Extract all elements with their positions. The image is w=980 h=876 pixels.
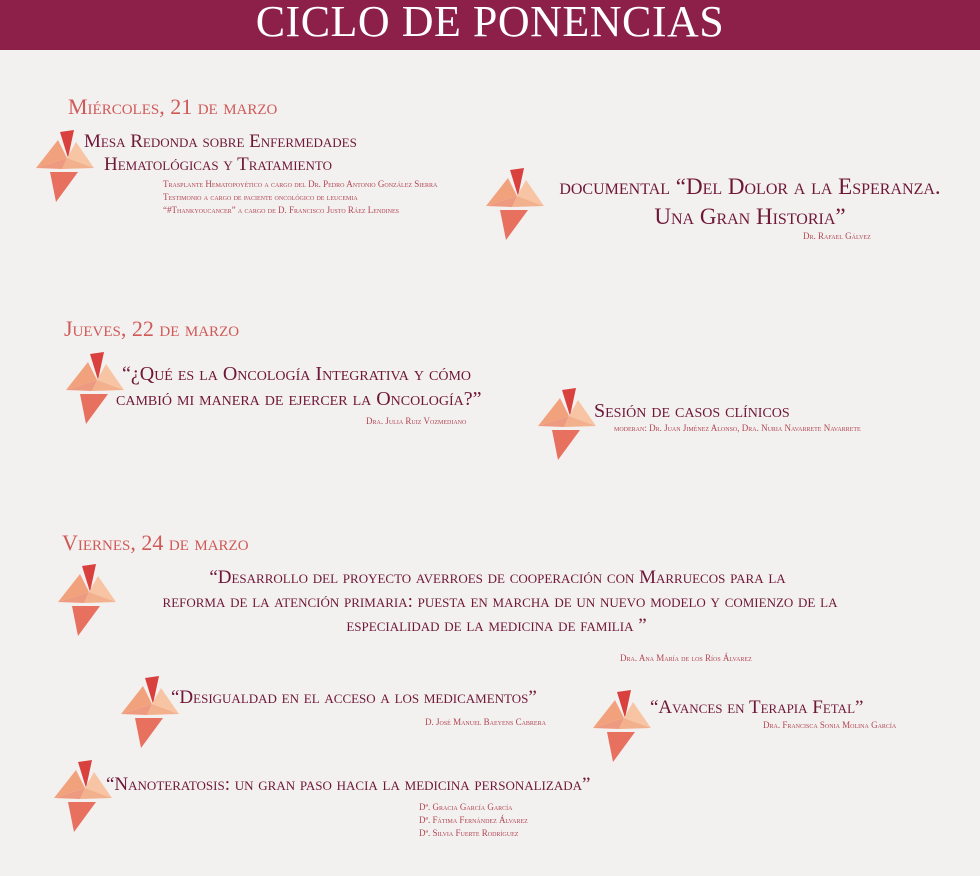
session-title <box>100 566 900 638</box>
session-title-line: Mesa Redonda sobre Enfermedades <box>84 131 357 152</box>
triangle-mosaic-icon <box>536 386 602 466</box>
triangle-mosaic-icon <box>52 758 118 838</box>
session-detail: “#Thankyoucancer” a cargo de D. Francisco Justo Ráez Lendines <box>163 205 399 215</box>
session-detail: Testimonio a cargo de paciente oncológico de leucemia <box>163 192 358 202</box>
session-title <box>84 130 357 176</box>
speaker-name: Dr. Rafael Gálvez <box>803 231 871 241</box>
session-title-line: reforma de la atención primaria: puesta en marcha de un nuevo modelo y comienzo de la <box>162 591 838 612</box>
speaker-name: Dra. Francisca Sonia Molina García <box>763 720 897 730</box>
page-title: CICLO DE PONENCIAS <box>255 0 725 46</box>
session-title-line: “¿Qué es la Oncología Integrativa y cómo <box>122 363 472 385</box>
session-title: “Desigualdad en el acceso a los medicamentos” <box>171 687 537 708</box>
session-title-line: cambió mi manera de ejercer la Oncología?” <box>116 388 482 410</box>
session-title-line: Hematológicas y Tratamiento <box>104 154 332 175</box>
session-title <box>116 362 482 412</box>
session-title-line: “Desarrollo del proyecto averroes de cooperación con Marruecos para la <box>209 567 786 588</box>
session-title-line: Una Gran Historia” <box>654 204 846 229</box>
session-details <box>163 178 437 217</box>
speaker-name: Dra. Ana María de los Ríos Álvarez <box>620 653 752 663</box>
session-title-line: documental “Del Dolor a la Esperanza. <box>559 174 941 199</box>
speaker-list <box>419 801 528 840</box>
header-bar <box>0 0 980 50</box>
session-title: “Nanoteratosis: un gran paso hacia la medicina personalizada” <box>106 774 591 795</box>
session-title-line: especialidad de la medicina de familia ” <box>346 615 647 636</box>
speaker-name: D. José Manuel Baeyens Cabrera <box>425 717 546 727</box>
speaker-name: Dra. Julia Ruiz Vozmediano <box>366 416 467 426</box>
day-heading-friday: Viernes, 24 de marzo <box>62 530 249 555</box>
session-title <box>540 172 960 232</box>
speaker-name: moderan: Dr. Juan Jiménez Alonso, Dra. Nuria Navarrete Navarrete <box>614 423 861 433</box>
triangle-mosaic-icon <box>591 688 657 768</box>
speaker-name: Dª. Silvia Fuerte Rodríguez <box>419 828 519 838</box>
session-title: Sesión de casos clínicos <box>594 400 790 422</box>
speaker-name: Dª. Fátima Fernández Álvarez <box>419 815 528 825</box>
day-heading-thursday: Jueves, 22 de marzo <box>64 316 240 341</box>
session-detail: Trasplante Hematopoyético a cargo del Dr. Pedro Antonio González Sierra <box>163 179 438 189</box>
day-heading-wednesday: Miércoles, 21 de marzo <box>68 94 278 119</box>
session-title: “Avances en Terapia Fetal” <box>650 697 864 718</box>
triangle-mosaic-icon <box>119 674 185 754</box>
speaker-name: Dª. Gracia García García <box>419 802 513 812</box>
